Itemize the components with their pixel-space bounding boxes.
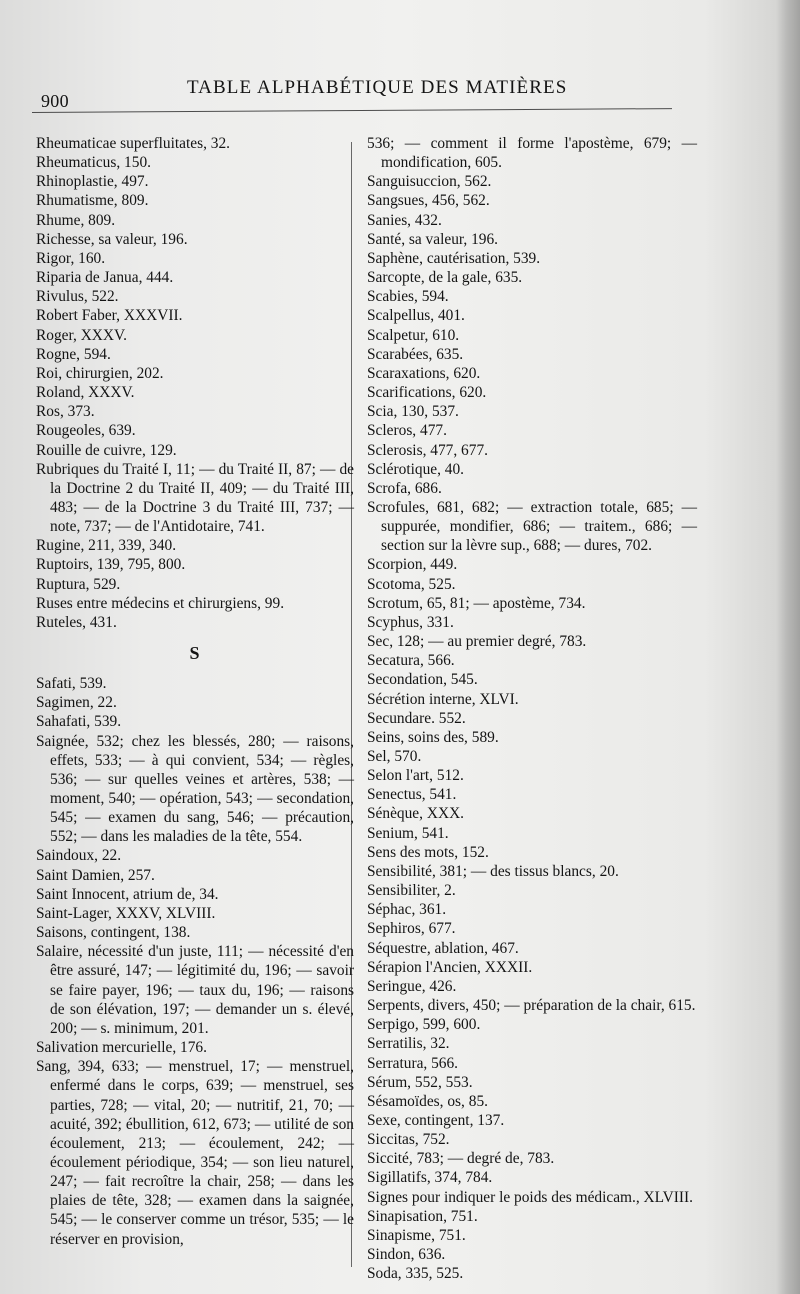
index-entry: Ruteles, 431. (36, 613, 117, 631)
index-entry: Sexe, contingent, 137. (367, 1111, 505, 1129)
index-entry: Serpigo, 599, 600. (367, 1016, 481, 1034)
index-entry: Salaire, nécessité d'un juste, 111; — nécessité d'en être assuré, 147; — légitimité du, 196; — savoir se faire payer, 196; — taux du, 196; — raisons de son élévation, 197; — demander un s. élevé, 200; — s. minimum, 201. (36, 943, 354, 1037)
index-entry: Sensibiliter, 2. (367, 882, 456, 900)
index-entry: Sérapion l'Ancien, XXXII. (367, 958, 533, 976)
index-entry: Sensibilité, 381; — des tissus blancs, 20. (367, 862, 619, 880)
index-entry: Saint Damien, 257. (36, 866, 155, 884)
index-entry: Sinapisme, 751. (367, 1226, 466, 1244)
index-entry: Scleros, 477. (367, 422, 447, 440)
index-entry: Salivation mercurielle, 176. (36, 1039, 207, 1057)
index-entry: Scorpion, 449. (367, 556, 458, 574)
index-entry: Sésamoïdes, os, 85. (367, 1092, 488, 1110)
index-entry: Scyphus, 331. (367, 613, 454, 631)
index-entry: Rhinoplastie, 497. (36, 173, 149, 191)
page-number: 900 (41, 91, 69, 111)
index-entry: Saint-Lager, XXXV, XLVIII. (36, 904, 216, 922)
section-letter: S (189, 643, 201, 664)
index-entry: Robert Faber, XXXVII. (36, 307, 183, 325)
index-entry: Sec, 128; — au premier degré, 783. (367, 633, 587, 651)
index-entry: Sarcopte, de la gale, 635. (367, 269, 523, 287)
index-entry: Rogne, 594. (36, 345, 111, 363)
index-entry: Rheumaticae superfluitates, 32. (36, 135, 231, 152)
index-entry: Sephiros, 677. (367, 920, 456, 938)
index-entry: Scarabées, 635. (367, 345, 464, 363)
index-entry: Scarifications, 620. (367, 384, 487, 402)
index-entry: Seins, soins des, 589. (367, 728, 499, 746)
index-entry: Roland, XXXV. (36, 384, 135, 402)
index-entry: Richesse, sa valeur, 196. (36, 230, 188, 248)
index-entry: Ros, 373. (36, 403, 95, 421)
index-entry: Senium, 541. (367, 824, 449, 842)
index-entry: Sécrétion interne, XLVI. (367, 690, 519, 708)
index-entry: Saindoux, 22. (36, 847, 122, 865)
index-entry: Sens des mots, 152. (367, 843, 489, 861)
index-entry: Sinapisation, 751. (367, 1207, 478, 1225)
index-entry: Scotoma, 525. (367, 575, 456, 593)
index-entry: Signes pour indiquer le poids des médicam., XLVIII. (367, 1188, 693, 1206)
index-entry: Ruptoirs, 139, 795, 800. (36, 556, 186, 574)
index-entry: Séphac, 361. (367, 901, 447, 919)
index-entry: Scabies, 594. (367, 288, 449, 306)
index-entry: Saint Innocent, atrium de, 34. (36, 885, 219, 903)
index-entry: Serratura, 566. (367, 1054, 459, 1072)
index-entry: Rhumatisme, 809. (36, 192, 149, 210)
index-entry: Scaraxations, 620. (367, 364, 481, 382)
index-entry: Roger, XXXV. (36, 326, 128, 344)
right-column (367, 134, 697, 1283)
index-entry: Saisons, contingent, 138. (36, 924, 191, 942)
index-entry: Sigillatifs, 374, 784. (367, 1169, 493, 1187)
index-entry: Siccitas, 752. (367, 1131, 450, 1149)
index-entry: Serratilis, 32. (367, 1035, 450, 1053)
index-entry: Selon l'art, 512. (367, 767, 464, 785)
index-entry: Rivulus, 522. (36, 288, 119, 306)
index-entry: Soda, 335, 525. (367, 1265, 464, 1283)
index-entry: Sindon, 636. (367, 1246, 446, 1264)
index-entry: Sang, 394, 633; — menstruel, 17; — menstruel, enfermé dans le corps, 639; — menstruel, ses parties, 728; — vital, 20; — nutritif, 21, 70; — acuité, 392; ébullition, 612, 673; — utilité de son écoulement, 213; — écoulement, 242; — écoulement périodique, 354; — son lieu naturel, 247; — fait recroître la chair, 258; — dans les plaies de tête, 328; — examen dans la saignée, 545; — le conserver comme un trésor, 535; — le réserver en provision, (36, 1058, 354, 1248)
index-entry: Scia, 130, 537. (367, 403, 459, 421)
index-entry: Ruptura, 529. (36, 575, 121, 593)
left-column (36, 134, 354, 1249)
index-entry: Saignée, 532; chez les blessés, 280; — raisons, effets, 533; — à qui convient, 534; — règles, 536; — sur quelles veines et artères, 538; — moment, 540; — opération, 543; — secondation, 545; — examen du sang, 546; — précaution, 552; — dans les maladies de la tête, 554. (36, 732, 354, 846)
index-entry: Safati, 539. (36, 675, 107, 693)
index-entry: Siccité, 783; — degré de, 783. (367, 1150, 555, 1168)
index-entry: Rigor, 160. (36, 249, 106, 267)
page-header (0, 77, 800, 111)
index-entry: Séquestre, ablation, 467. (367, 939, 519, 957)
index-entry: Sahafati, 539. (36, 713, 122, 731)
index-entry: Sérum, 552, 553. (367, 1073, 473, 1091)
index-entry: Senectus, 541. (367, 786, 457, 804)
running-title: TABLE ALPHABÉTIQUE DES MATIÈRES (187, 77, 568, 98)
index-entry: Rugine, 211, 339, 340. (36, 537, 177, 555)
index-entry: Seringue, 426. (367, 977, 457, 995)
index-entry: Serpents, divers, 450; — préparation de la chair, 615. (367, 997, 696, 1015)
index-entry: Rheumaticus, 150. (36, 154, 151, 172)
index-entry: Scalpellus, 401. (367, 307, 465, 325)
index-entry: Ruses entre médecins et chirurgiens, 99. (36, 594, 285, 612)
index-entry: Scrotum, 65, 81; — apostème, 734. (367, 594, 586, 612)
index-entry: Sclérotique, 40. (367, 460, 465, 478)
index-entry: Secondation, 545. (367, 671, 478, 689)
index-entry: Scrofa, 686. (367, 479, 442, 497)
index-entry: 536; — comment il forme l'apostème, 679; — mondification, 605. (367, 135, 697, 172)
index-entry: Rougeoles, 639. (36, 422, 136, 440)
index-entry: Secatura, 566. (367, 652, 455, 670)
index-entry: Rubriques du Traité I, 11; — du Traité II, 87; — de la Doctrine 2 du Traité II, 409; — du Traité III, 483; — de la Doctrine 3 du Traité III, 737; — note, 737; — de l'Antidotaire, 741. (36, 460, 354, 536)
index-entry: Sagimen, 22. (36, 694, 117, 712)
index-entry: Sanies, 432. (367, 211, 442, 229)
index-entry: Santé, sa valeur, 196. (367, 230, 499, 248)
index-entry: Saphène, cautérisation, 539. (367, 249, 541, 267)
index-entry: Riparia de Janua, 444. (36, 269, 174, 287)
index-entry: Sanguisuccion, 562. (367, 173, 492, 191)
index-entry: Scrofules, 681, 682; — extraction totale, 685; — suppurée, mondifier, 686; — traitem., 686; — section sur la lèvre sup., 688; — dures, 702. (367, 498, 697, 555)
index-entry: Rouille de cuivre, 129. (36, 441, 177, 459)
index-entry: Sangsues, 456, 562. (367, 192, 490, 210)
index-entry: Sel, 570. (367, 748, 422, 765)
index-entry: Roi, chirurgien, 202. (36, 364, 164, 382)
index-entry: Rhume, 809. (36, 211, 116, 229)
index-entry: Sénèque, XXX. (367, 805, 465, 823)
index-entry: Scalpetur, 610. (367, 326, 460, 344)
index-entry: Sclerosis, 477, 677. (367, 441, 488, 459)
index-entry: Secundare. 552. (367, 709, 466, 727)
